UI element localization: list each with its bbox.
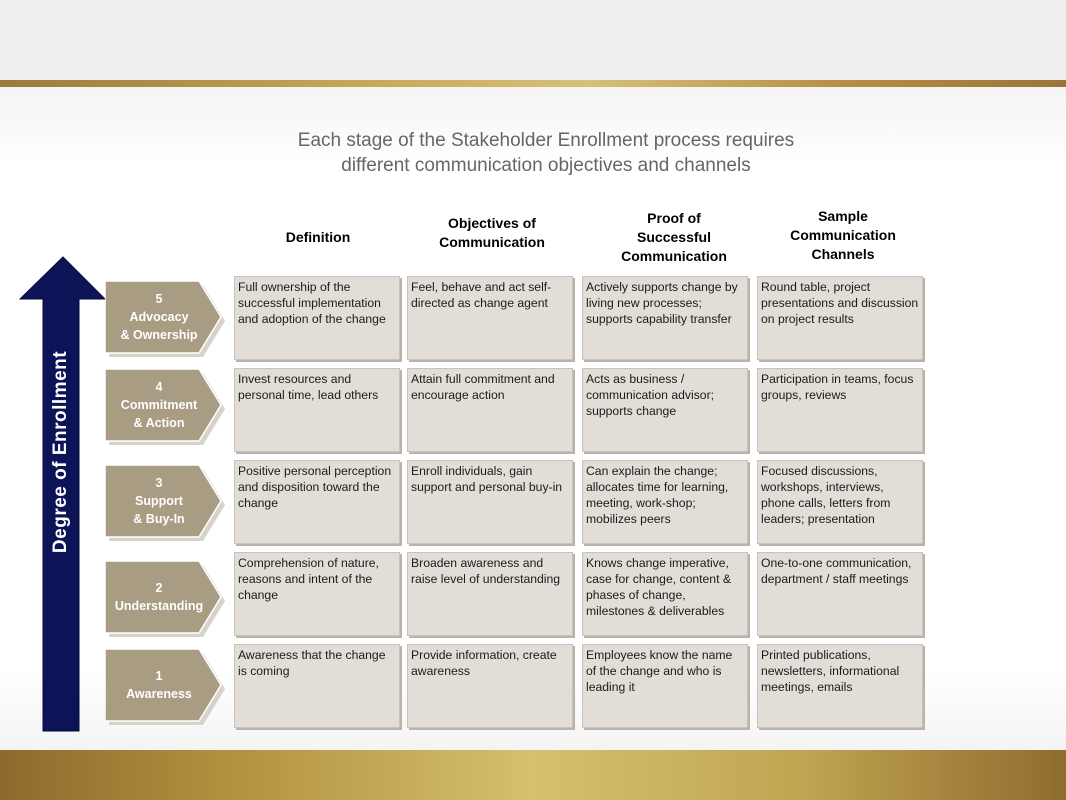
cell-support-proof: Can explain the change; allocates time for learning, meeting, work-shop; mobilizes peers bbox=[582, 460, 748, 544]
footer-bar bbox=[0, 750, 1066, 800]
column-header-definition: Definition bbox=[285, 229, 351, 245]
stage-3-name-2: & Buy-In bbox=[133, 512, 185, 526]
stage-2-number: 2 bbox=[155, 581, 163, 595]
cell-understanding-definition: Comprehension of nature, reasons and intent of the change bbox=[234, 552, 400, 636]
gold-divider bbox=[0, 80, 1066, 87]
title-line-1: Each stage of the Stakeholder Enrollment process requires bbox=[297, 130, 795, 151]
stage-2-understanding bbox=[105, 561, 225, 633]
cell-commitment-objectives: Attain full commitment and encourage action bbox=[407, 368, 573, 452]
cell-awareness-channels: Printed publications, newsletters, informational meetings, emails bbox=[757, 644, 923, 728]
title-line-2: different communication objectives and channels bbox=[341, 155, 751, 176]
slide-title bbox=[200, 128, 892, 178]
stage-3-name: Support bbox=[135, 494, 183, 508]
cell-advocacy-objectives: Feel, behave and act self-directed as change agent bbox=[407, 276, 573, 360]
cell-understanding-objectives: Broaden awareness and raise level of understanding bbox=[407, 552, 573, 636]
top-band bbox=[0, 0, 1066, 80]
stage-3-support bbox=[105, 465, 225, 537]
stage-1-number: 1 bbox=[155, 669, 163, 683]
stage-1-name: Awareness bbox=[126, 687, 192, 701]
stage-5-name-2: & Ownership bbox=[120, 328, 198, 342]
cell-awareness-proof: Employees know the name of the change and who is leading it bbox=[582, 644, 748, 728]
stage-4-name: Commitment bbox=[120, 398, 198, 412]
stage-2-name: Understanding bbox=[114, 599, 204, 613]
cell-awareness-objectives: Provide information, create awareness bbox=[407, 644, 573, 728]
column-header-objectives: Objectives of Communication bbox=[439, 215, 545, 250]
stage-3-number: 3 bbox=[155, 476, 163, 490]
cell-advocacy-channels: Round table, project presentations and discussion on project results bbox=[757, 276, 923, 360]
stage-1-awareness bbox=[105, 649, 225, 721]
stage-5-number: 5 bbox=[155, 292, 163, 306]
stage-4-name-2: & Action bbox=[133, 416, 185, 430]
column-header-channels: Sample Communication Channels bbox=[790, 208, 896, 262]
cell-commitment-channels: Participation in teams, focus groups, reviews bbox=[757, 368, 923, 452]
stage-5-advocacy bbox=[105, 281, 225, 353]
cell-understanding-proof: Knows change imperative, case for change, content & phases of change, milestones & deliverables bbox=[582, 552, 748, 636]
axis-label-text: Degree of Enrollment bbox=[50, 350, 71, 554]
stage-4-commitment bbox=[105, 369, 225, 441]
cell-commitment-definition: Invest resources and personal time, lead others bbox=[234, 368, 400, 452]
cell-advocacy-proof: Actively supports change by living new processes; supports capability transfer bbox=[582, 276, 748, 360]
cell-support-channels: Focused discussions, workshops, interviews, phone calls, letters from leaders; presentation bbox=[757, 460, 923, 544]
cell-understanding-channels: One-to-one communication, department / staff meetings bbox=[757, 552, 923, 636]
column-header-proof: Proof of Successful Communication bbox=[621, 210, 727, 264]
cell-support-definition: Positive personal perception and disposition toward the change bbox=[234, 460, 400, 544]
cell-advocacy-definition: Full ownership of the successful implementation and adoption of the change bbox=[234, 276, 400, 360]
stage-4-number: 4 bbox=[155, 380, 163, 394]
cell-awareness-definition: Awareness that the change is coming bbox=[234, 644, 400, 728]
cell-commitment-proof: Acts as business / communication advisor; supports change bbox=[582, 368, 748, 452]
stage-5-name: Advocacy bbox=[129, 310, 189, 324]
cell-support-objectives: Enroll individuals, gain support and personal buy-in bbox=[407, 460, 573, 544]
